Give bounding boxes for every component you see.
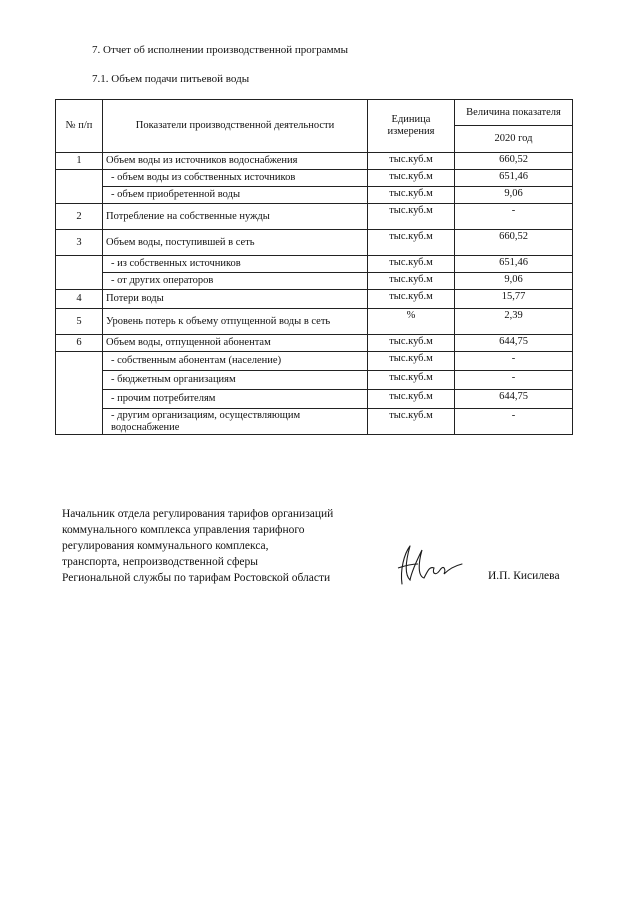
row-unit: тыс.куб.м [368, 371, 455, 390]
row-num: 6 [56, 335, 103, 352]
row-num: 1 [56, 153, 103, 170]
row-unit: тыс.куб.м [368, 335, 455, 352]
row-unit: тыс.куб.м [368, 256, 455, 273]
row-value: 660,52 [455, 230, 573, 256]
row-value: - [455, 371, 573, 390]
signatory-line: регулирования коммунального комплекса, [62, 540, 269, 552]
row-unit: тыс.куб.м [368, 352, 455, 371]
signatory-line: Начальник отдела регулирования тарифов организаций [62, 508, 334, 520]
row-value: 660,52 [455, 153, 573, 170]
row-unit: тыс.куб.м [368, 230, 455, 256]
header-value-group: Величина показателя [455, 100, 573, 126]
row-unit: тыс.куб.м [368, 409, 455, 435]
row-label: Уровень потерь к объему отпущенной воды в сеть [103, 309, 368, 335]
header-indicator: Показатели производственной деятельности [103, 100, 368, 153]
row-label: - другим организациям, осуществляющим водоснабжение [103, 409, 368, 435]
row-num [56, 352, 103, 435]
row-num [56, 256, 103, 290]
row-unit: тыс.куб.м [368, 170, 455, 187]
row-num [56, 170, 103, 204]
row-label: Объем воды из источников водоснабжения [103, 153, 368, 170]
subsection-heading: 7.1. Объем подачи питьевой воды [92, 73, 250, 85]
row-value: - [455, 352, 573, 371]
row-unit: тыс.куб.м [368, 153, 455, 170]
header-year: 2020 год [455, 126, 573, 153]
row-value: 651,46 [455, 256, 573, 273]
section-heading: 7. Отчет об исполнении производственной программы [92, 44, 348, 56]
row-value: - [455, 409, 573, 435]
row-unit: тыс.куб.м [368, 187, 455, 204]
row-label: - бюджетным организациям [103, 371, 368, 390]
row-unit: % [368, 309, 455, 335]
row-value: - [455, 204, 573, 230]
row-label: Объем воды, отпущенной абонентам [103, 335, 368, 352]
row-value: 644,75 [455, 335, 573, 352]
row-num: 4 [56, 290, 103, 309]
row-label: - прочим потребителям [103, 390, 368, 409]
row-num: 2 [56, 204, 103, 230]
row-unit: тыс.куб.м [368, 290, 455, 309]
row-value: 9,06 [455, 187, 573, 204]
row-value: 2,39 [455, 309, 573, 335]
row-unit: тыс.куб.м [368, 204, 455, 230]
row-value: 9,06 [455, 273, 573, 290]
row-num: 5 [56, 309, 103, 335]
row-label: - собственным абонентам (население) [103, 352, 368, 371]
signatory-line: коммунального комплекса управления тарифного [62, 524, 305, 536]
signatory-line: Региональной службы по тарифам Ростовской области [62, 572, 331, 584]
row-label: - объем воды из собственных источников [103, 170, 368, 187]
row-label: Потребление на собственные нужды [103, 204, 368, 230]
handwritten-signature [388, 540, 468, 590]
signatory-position [62, 506, 333, 586]
row-unit: тыс.куб.м [368, 273, 455, 290]
header-unit: Единица измерения [368, 100, 455, 153]
row-value: 651,46 [455, 170, 573, 187]
row-unit: тыс.куб.м [368, 390, 455, 409]
signatory-line: транспорта, непроизводственной сферы [62, 556, 258, 568]
row-value: 644,75 [455, 390, 573, 409]
water-supply-table [55, 99, 573, 435]
row-label: Объем воды, поступившей в сеть [103, 230, 368, 256]
row-label: - из собственных источников [103, 256, 368, 273]
signatory-name: И.П. Кисилева [488, 570, 560, 582]
row-label: - от других операторов [103, 273, 368, 290]
row-label: - объем приобретенной воды [103, 187, 368, 204]
row-num: 3 [56, 230, 103, 256]
header-num: № п/п [56, 100, 103, 153]
row-label: Потери воды [103, 290, 368, 309]
row-value: 15,77 [455, 290, 573, 309]
